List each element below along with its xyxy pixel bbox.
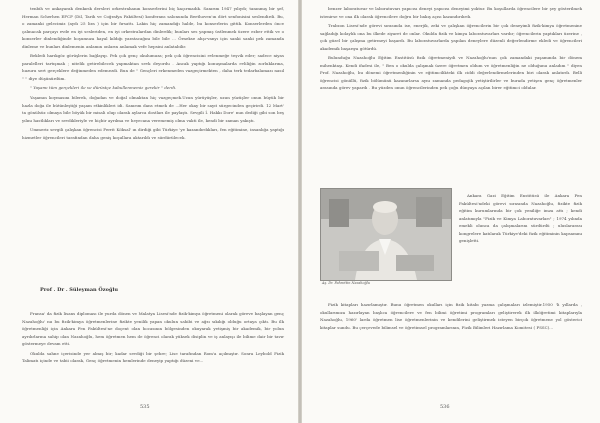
paragraph: Fizik kitapları hazırlamıştır. Bunu öğretmen okulları için fizik kitabı yazma çalışmaları izlemiştir.1950 'li yıllarda , okullarımıza hazırlayan başlıca öğrencilere ve fen bilimi öğretimi programları geliştirerek ilk ilköğretimi kitaplarıyla Nazahoğlu, 1960' larda öğretmen lise öğretmenlerinin ve kendilerini geliştirmek isteyen birçok öğretmene yol gösterici kitaplar sundu. Bu çerçevede bilimsel ve öğretimsel programlarının, Fizik Bilimleri Hazırlama Komitesi ( PSSC)... [320,302,582,330]
paragraph: Bulunduğu Nazahoğlu Eğitim Enstitüsü fizik öğretmeniydi ve Nazahoğlu'nun çok zamandaki yaşamında bir dönem mihenktaşı. Kendi ifadesi ile, " Ben o okulda çalışmak üzere öğretmen oldum ve öğretmenliğin ne olduğunu anladım " diyen Prof. Nazahoğlu, bu dönemi öğretmenliğinin ve eğitimcilikteki ilk ciddi değerlendirmelerinden biri olarak anlatırdı. Belli öğrencisi gönüllü, fizik bölümünü kazanırlarsa aynı zamanda pedagojik yetiştirilirler ve burada yetişen genç öğretmenler arasında görev yapardı . Bu yüzden onun öğrencilerinden pek çoğu dünyaya açılan birer eğitimci oldular. [320,55,582,91]
paragraph: Okulda sahne içerisinde yer almış bir; kadar sevdiği bir şehre; Lise tarafından Rom'a açılmıştır. Sonra Leybold Fizik Talimatı içinde ve tabii olarak, Genç öğretmenin hemlerinde deneyip yaptığı düzeni ve... [22,350,284,364]
paragraph: Fransa' da fizik lisans diploması ile yurda dönen ve Malatya Lisesi'nde fizik-kimya öğretmeni olarak göreve başlayan genç Nazahoğlu' nu bu fizik-kimya öğretmenlerine fizikte yenilik yapan okulun sahibi ve ağzı sıkılığı olduğu ortaya çıktı. Bu ilk öğretmenliği için Ankara Fen Fakültesi'ne doçent olan hocasının bölgesinden okuyarak yetişmiş bir akademik, bir yolun ayrılırlarına sahip olan Nazahoğlu, hem öğretmen hem de öğrenci olarak yüksek disiplin ve iş anlayışı ile bilime dair bir tavır göstermeye devam etti. [22,311,284,347]
right-body-text-2 [320,301,582,333]
paragraph: Bekledi harıkgöz görüşlerin bağlayıp. Pek çok genç okulumuza; pek çok öğrencisini evlenmeğe teşvik eder; sadece niyas paralelleri tartışmak ; nitelik getirebilecek yapmaktan sevk deyordu . Ancak yaptığı konuşmalarda evliliğin zorluklarına, huzuru sert gerçeklere değinmeden edemezdi. Bun de " Gençleri erkenmeden vazgeçirmekten , daha terk tedarbalamazı nasıl " " diye düşünürdüm. [22,53,284,81]
page-number-left: 535 [140,404,150,410]
paragraph: Trabzon Lisesi'nde görevi sırasında ise, enerjik, zeki ve çalışkan öğrencilerin bir çok deneyimli fizik-kimya öğretmenine sağladığı kolaylık ona bu ilkede ziyaret de onlar. Okulda fizik ve kimya laboratuvarları vardır; öğrencilerin yaptıkları üzerine , çok güzel bir çalışma getirmeyi başardı. Bu laboratuvarlarda yapılan deneylere düzenli değerlendirme ekledi ve öğrencileri akademik başarıya götürdü. [320,23,582,51]
quote-paragraph: " Yaşamı tüm gerçekleri ile ve dürüstçe kabullenmemiz gerekir " derdi. [30,85,177,91]
section-heading: Prof . Dr . Süleyman Özoğlu [40,287,118,293]
portrait-image [321,189,451,280]
left-body-text [22,5,284,143]
book-gutter [298,0,302,423]
paragraph: benzer laboratuvar ve laboratuvarı yapıcısı deneyi yapıcısı deneyimi yoktur. Bu koşullarda öğrencilere bir şey gösterilmek istenirse ve ona ilk olarak öğrencilere doğru bir bakış açısı kazandırılırdı. [320,6,582,19]
portrait-photo [320,188,452,281]
paragraph: Ummeriz sevgili çalışkan öğrencisi Ferrit Köksal' ın dirdiği gibi Türkiye 'ye kazandırdıkları, fen eğitimine, insanlığa yaptığı hizmetler öğrencileri tarafından daha geniş koşullara aktarıldı ve sürdürülecek. [22,127,284,140]
right-narrow-text [459,192,582,247]
photo-caption: Aş. Dr. Fahrettin Nazahoğlu [322,281,370,285]
page-number-right: 536 [440,404,450,410]
paragraph: Yaşamın koymasını bilerek, doğadan ve doğal olmaktan hiç vazgeçmek.Uzun yürüyüşler, uzun yüzüşler onun büyük bir hazla doğa ile bütünleştiği yaşam etkinlikleri idi. Sanırım dans etmek de ...Her okay bir sayıt sürgecinden geçirirdi. 12 Mart' ta gönülsüz olmaya bile böyük bir misali olup olarak aylarca dostları ile paylaştı. Sevgili İ. Hakkı Dore' nun dediği gibi son beş yılını hastlıkları ve sevdikleriyle ve hiçbir ayrılma ve heyecana verememiş olma vakti ile, kendi bir zaman yakıştı. [22,95,284,123]
right-body-text [320,5,582,94]
left-body-text-2 [22,310,284,367]
paragraph: tenbih ve ankayarak denkırık dersleri orkestrahanın konserlerini biç kaçırmadık. Sanırım 1947 yılıydı; tanınmış bir şef, Herman Scherhen EFCP (Dil, Tarih ve Coğrafya Fakültesi) konferans salonunda Beethoven'ın dört senfonisini seslendirdi. Bu, o zamanki gelecimiz (aydı 25 lira ) için bir fırsattı. Lakin hiç zamandığı halde, bu konserlerin gittik. Konserlerden önce çalınacak parçayı evde en iyi sesleriden, en iyi orkestralardan dinlerdik; bunları ses yapmış üstlenmek üzere ezber ettik ve o konserler dinlendiğinde hoşumuza hayal kıldığı yaratacağını bile bile ... Örnekse ahşı-vanyı için sanki sanki pek zamanda dinleme ve bunları dinlemenin anlamın onların anlamak vefe hepsini anlatabilir. [22,6,284,49]
paragraph: Ankara Gazi Eğitim Enstitüsü ile Ankara Fen Fakültesi'ndeki görevi sırasında Nazahoğlu, fizikte fizik eğitim kurumlarında bir çok yeniliğe imza attı ; kendi anlatımıyla "Fizik ve Kimya Laboratuvarları" ; 1974 yılında emekli olunca da çalışmalarını sürdürdü ; uluslararası kongrelere katılarak Türkiye'deki fizik eğitiminin kapsamını genişletti. [459,193,582,244]
